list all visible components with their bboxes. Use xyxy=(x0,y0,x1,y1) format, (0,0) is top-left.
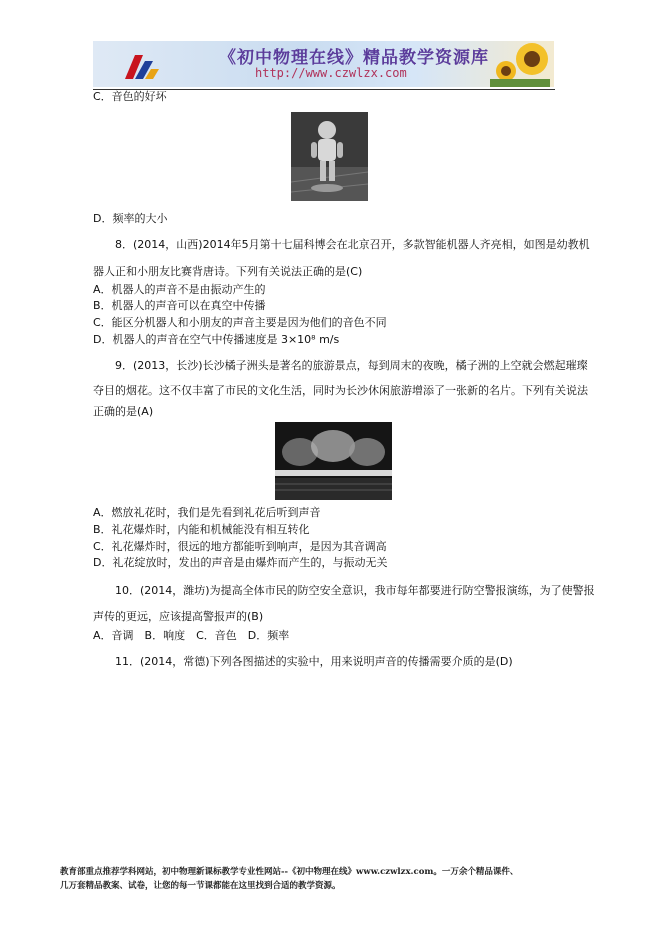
q10-options: A．音调 B．响度 C．音色 D．频率 xyxy=(93,629,290,642)
q11-stem-line1: 11．(2014，常德)下列各图描述的实验中，用来说明声音的传播需要介质的是(D) xyxy=(115,655,513,668)
fireworks-icon xyxy=(275,422,392,500)
footer-line2: 几万套精品教案、试卷，让您的每一节课都能在这里找到合适的教学资源。 xyxy=(60,881,341,891)
header-title: 《初中物理在线》精品教学资源库 xyxy=(219,48,489,68)
q9-option-d: D．礼花绽放时，发出的声音是由爆炸而产生的，与振动无关 xyxy=(93,556,388,569)
q9-stem-line2: 夺目的烟花。这不仅丰富了市民的文化生活，同时为长沙休闲旅游增添了一张新的名片。下列有关说法 xyxy=(93,384,588,397)
q10-stem-line1: 10．(2014，潍坊)为提高全体市民的防空安全意识，我市每年都要进行防空警报演练，为了使警报 xyxy=(115,584,595,597)
header-banner xyxy=(93,41,554,87)
q9-option-c: C．礼花爆炸时，很远的地方都能听到响声，是因为其音调高 xyxy=(93,540,387,553)
fireworks-photo xyxy=(275,422,392,500)
q8-stem-line2: 器人正和小朋友比赛背唐诗。下列有关说法正确的是(C) xyxy=(93,265,363,278)
q8-option-b: B．机器人的声音可以在真空中传播 xyxy=(93,299,266,312)
q9-option-a: A．燃放礼花时，我们是先看到礼花后听到声音 xyxy=(93,506,321,519)
robot-icon xyxy=(291,112,368,201)
q8-stem-line1: 8．(2014，山西)2014年5月第十七届科博会在北京召开，多款智能机器人齐亮相，如图是幼教机 xyxy=(115,238,590,251)
robot-photo xyxy=(291,112,368,201)
q8-option-d: D．机器人的声音在空气中传播速度是 3×10⁸ m/s xyxy=(93,333,340,346)
q7-option-d: D．频率的大小 xyxy=(93,212,168,225)
q9-stem-line1: 9．(2013，长沙)长沙橘子洲头是著名的旅游景点，每到周末的夜晚，橘子洲的上空就会燃起璀璨 xyxy=(115,359,588,372)
header-url: http://www.czwlzx.com xyxy=(255,66,407,80)
q8-option-a: A．机器人的声音不是由振动产生的 xyxy=(93,283,266,296)
site-logo-icon xyxy=(121,49,161,83)
q9-stem-line3: 正确的是(A) xyxy=(93,405,154,418)
q10-stem-line2: 声传的更远，应该提高警报声的(B) xyxy=(93,610,264,623)
sunflower-icon xyxy=(490,41,550,87)
q9-option-b: B．礼花爆炸时，内能和机械能没有相互转化 xyxy=(93,523,310,536)
q8-option-c: C．能区分机器人和小朋友的声音主要是因为他们的音色不同 xyxy=(93,316,387,329)
q7-option-c: C．音色的好坏 xyxy=(93,90,167,103)
footer-line1: 教育部重点推荐学科网站，初中物理新课标教学专业性网站--《初中物理在线》www.czwlzx.com。一万余个精品课件、 xyxy=(60,867,519,877)
